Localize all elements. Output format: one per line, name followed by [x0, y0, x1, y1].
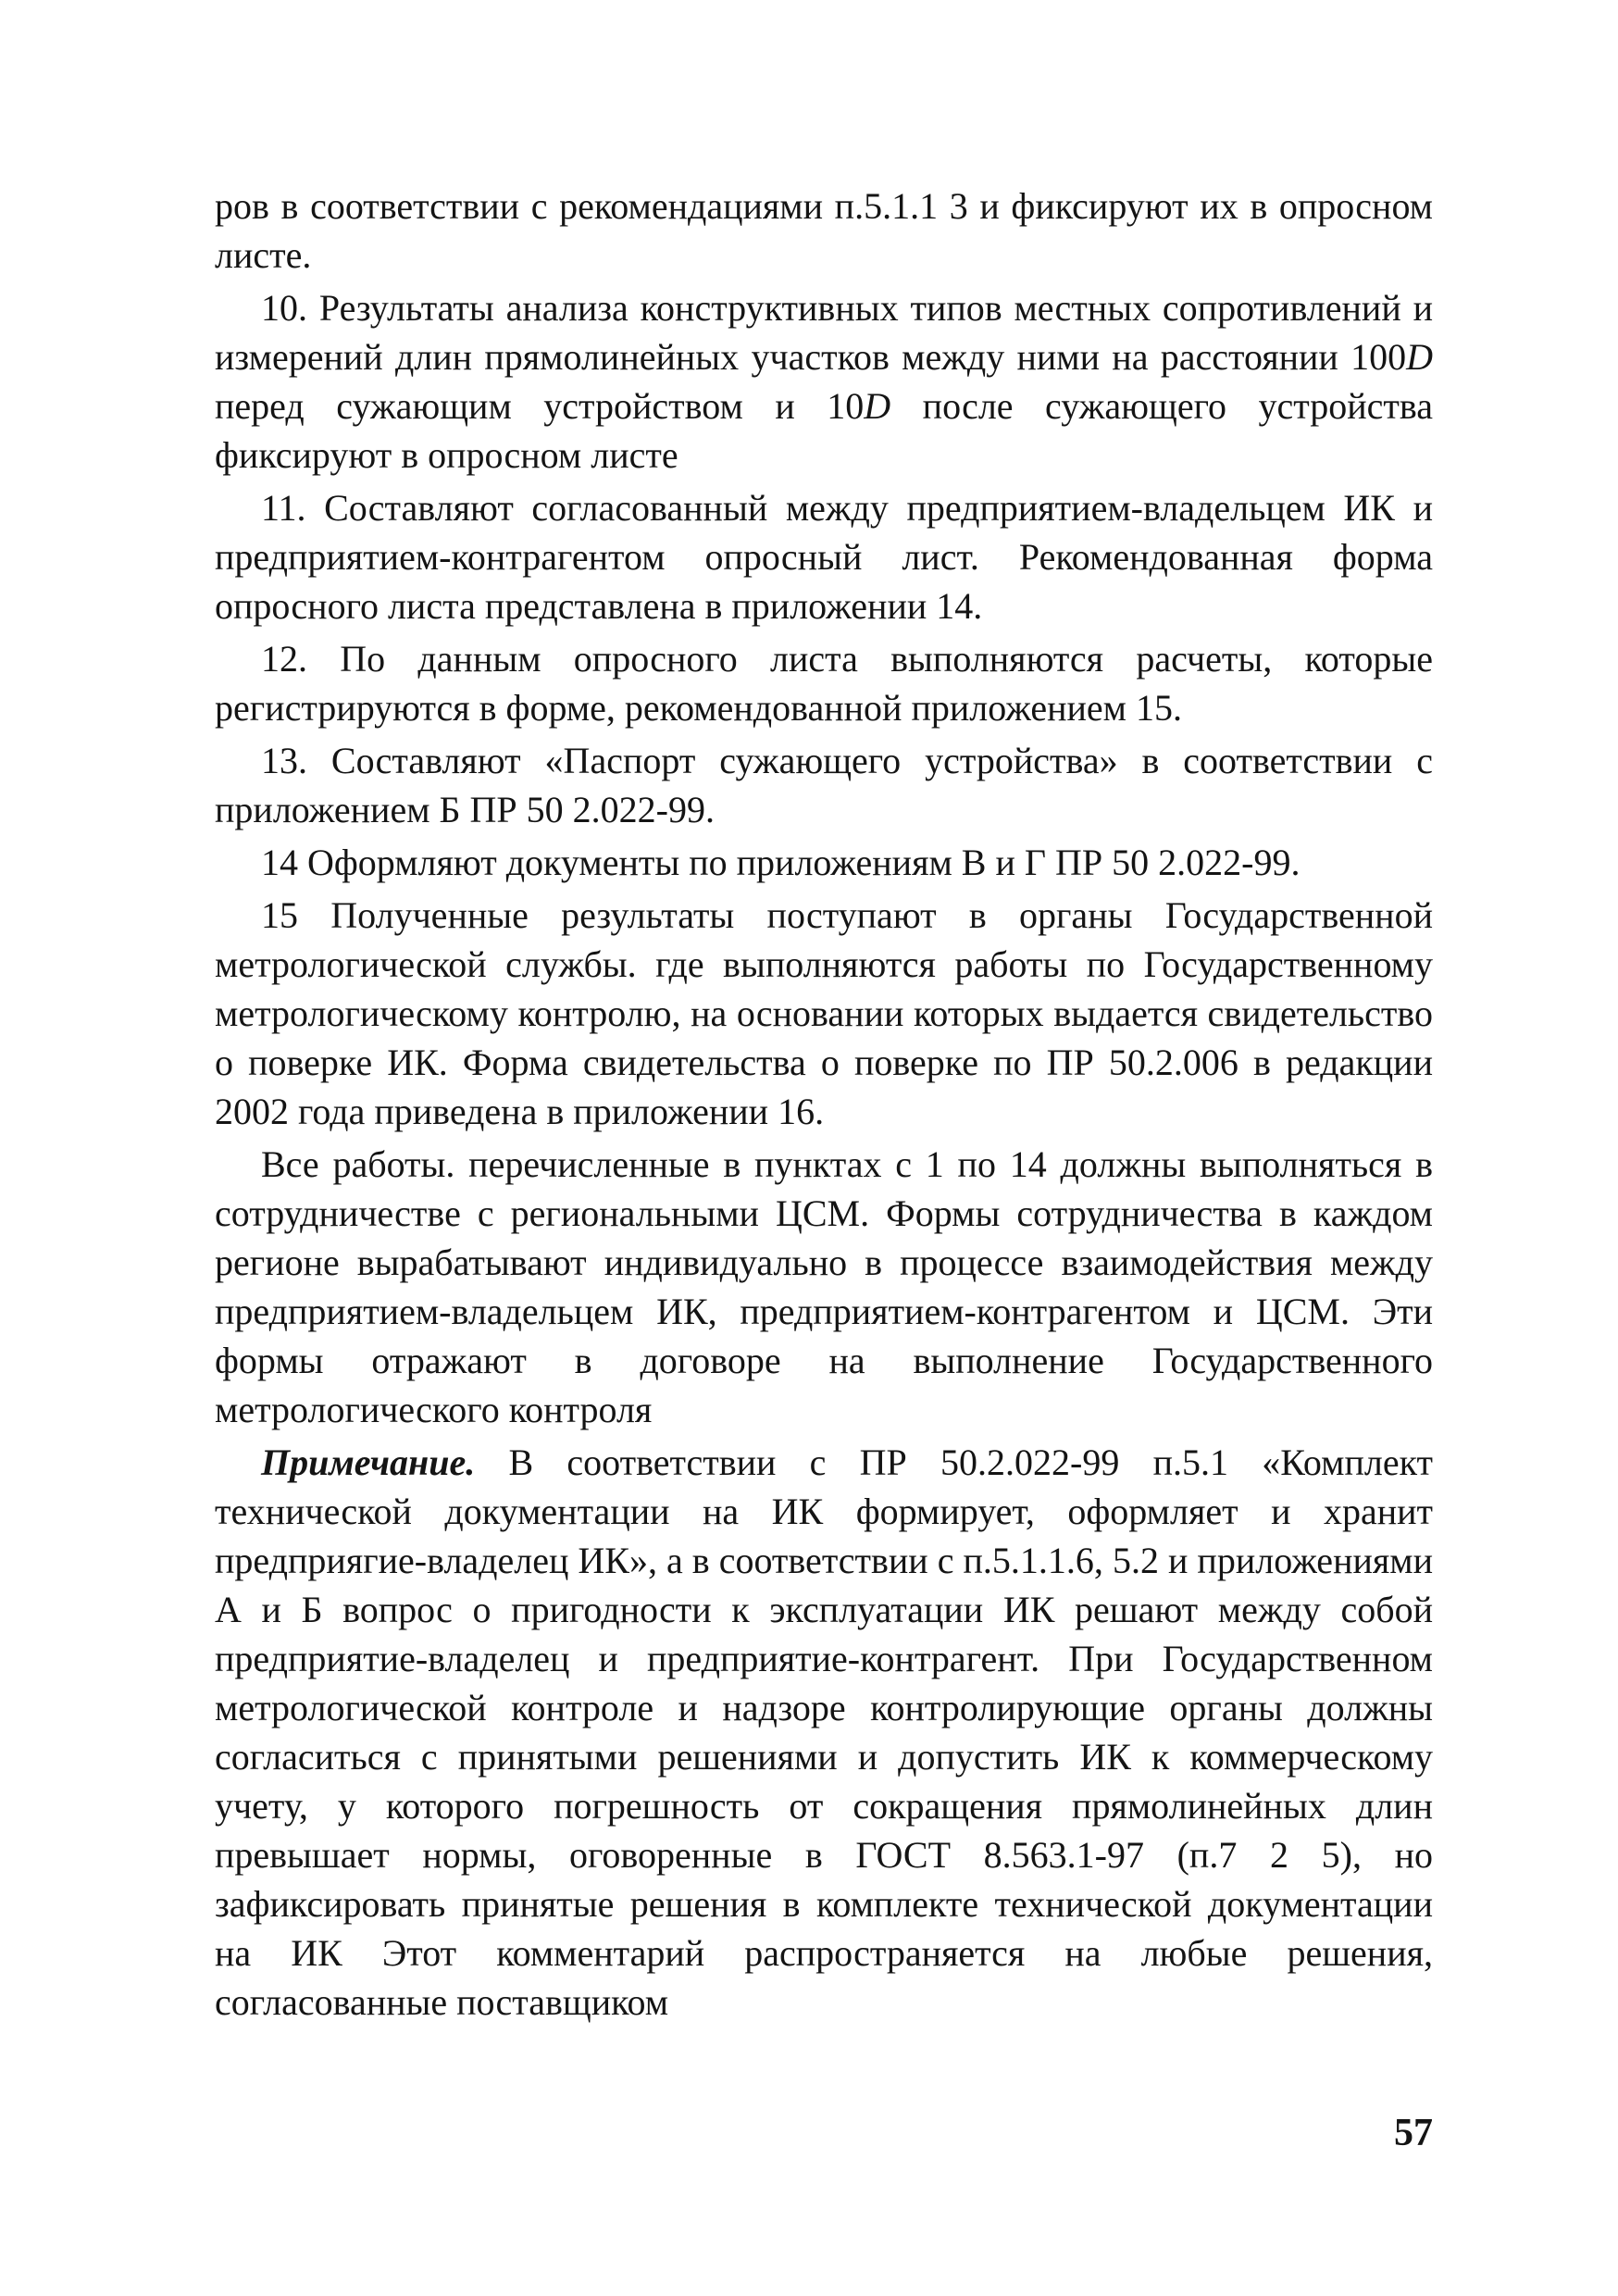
variable-d-first: D	[1406, 336, 1433, 378]
variable-d-second: D	[864, 385, 891, 427]
body-text	[215, 181, 1433, 2027]
note-paragraph	[215, 1438, 1433, 2027]
paragraph-item-11: 11. Составляют согласованный между предприятием-владельцем ИК и предприятием-контрагентом опросный лист. Рекомендованная форма опросного листа представлена в приложении 14.	[215, 487, 1433, 627]
paragraph-all-works: Все работы. перечисленные в пунктах с 1 по 14 должны выполняться в сотрудничестве с региональными ЦСМ. Формы сотрудничества в каждом регионе вырабатывают индивидуально в процессе взаимодействия между предприятием-владельцем ИК, предприятием-контрагентом и ЦСМ. Эти формы отражают в договоре на выполнение Государственного метрологического контроля	[215, 1143, 1433, 1430]
note-text: В соответствии с ПР 50.2.022-99 п.5.1 «Комплект технической документации на ИК формирует, оформляет и хранит предприягие-владелец ИК», а в соответствии с п.5.1.1.6, 5.2 и приложениями А и Б вопрос о пригодности к эксплуатации ИК решают между собой предприятие-владелец и предприятие-контрагент. При Государственном метрологической контроле и надзоре контролирующие органы должны согласиться с принятыми решениями и допустить ИК к коммерческому учету, у которого погрешность от сокращения прямолинейных длин превышает нормы, оговоренные в ГОСТ 8.563.1-97 (п.7 2 5), но зафиксировать принятые решения в комплекте технической документации на ИК Этот комментарий распространяется на любые решения, согласованные поставщиком	[215, 1441, 1433, 2023]
paragraph-item-10-text-b: перед сужающим устройством и 10	[215, 385, 865, 427]
note-lead: Примечание.	[261, 1441, 476, 1483]
paragraph-item-10	[215, 283, 1433, 480]
paragraph-continuation: ров в соответствии с рекомендациями п.5.1.1 3 и фиксируют их в опросном листе.	[215, 185, 1433, 276]
page-number: 57	[1394, 2112, 1433, 2154]
paragraph-item-12: 12. По данным опросного листа выполняются расчеты, которые регистрируются в форме, рекомендованной приложением 15.	[215, 638, 1433, 729]
paragraph-item-10-text-a: 10. Результаты анализа конструктивных типов местных сопротивлений и измерений длин прямолинейных участков между ними на расстоянии 100	[215, 287, 1433, 378]
paragraph-item-10-text-c: после сужающего устройства фиксируют в опросном листе	[215, 385, 1433, 476]
paragraph-item-15: 15 Полученные результаты поступают в органы Государственной метрологической службы. где выполняются работы по Государственному метрологическому контролю, на основании которых выдается свидетельство о поверке ИК. Форма свидетельства о поверке по ПР 50.2.006 в редакции 2002 года приведена в приложении 16.	[215, 894, 1433, 1132]
paragraph-item-14: 14 Оформляют документы по приложениям В и Г ПР 50 2.022-99.	[261, 842, 1301, 883]
paragraph-item-13: 13. Составляют «Паспорт сужающего устройства» в соответствии с приложением Б ПР 50 2.022-99.	[215, 740, 1433, 830]
